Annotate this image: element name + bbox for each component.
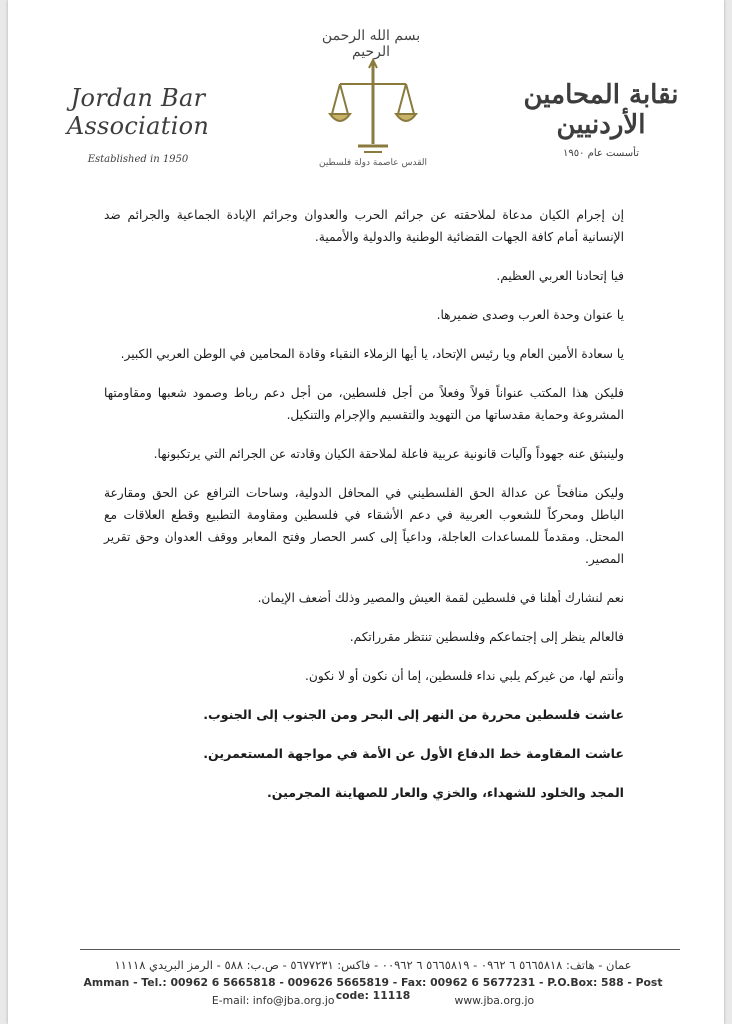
- letter-body: [104, 204, 624, 804]
- body-paragraph: نعم لنشارك أهلنا في فلسطين لقمة العيش والمصير وذلك أضعف الإيمان.: [257, 591, 624, 605]
- scales-of-justice-icon: [328, 58, 418, 158]
- established-english: Established in 1950: [87, 154, 189, 165]
- body-paragraph: عاشت فلسطين محررة من النهر إلى البحر ومن الجنوب إلى الجنوب.: [203, 707, 624, 722]
- body-paragraph: ولينبثق عنه جهوداً وآليات قانونية عربية فاعلة لملاحقة الكيان وقادته عن الجرائم التي يرتكبونها.: [153, 447, 624, 461]
- emblem-motto: القدس عاصمة دولة فلسطين: [318, 158, 428, 168]
- body-paragraph: وليكن منافحاً عن عدالة الحق الفلسطيني في المحافل الدولية، وساحات الترافع عن الحق ومقارعة الباطل ومحركاً للشعوب العربية في دعم الأشقاء في فلسطين ومقاومة التطبيع وقطع العلاقات مع المحتل. ومقدماً للمساعدات العاجلة، وداعياً إلى كسر الحصار وفتح المعابر ووقف العدوان وحق تقرير المصير.: [104, 486, 624, 566]
- established-arabic: تأسست عام ١٩٥٠: [563, 148, 639, 159]
- footer-contact-english: Amman - Tel.: 00962 6 5665818 - 009626 5665819 - Fax: 00962 6 5677231 - P.O.Box: 588 - Post code: 11118: [83, 976, 663, 1002]
- footer-divider: [80, 949, 680, 950]
- org-name-english: Jordan Bar Association: [66, 84, 210, 140]
- footer-contact-arabic: عمان - هاتف: ٥٦٦٥٨١٨ ٦ ٠٩٦٢ - ٥٦٦٥٨١٩ ٦ ٠٠٩٦٢ - فاكس: ٥٦٧٧٢٣١ - ص.ب: ٥٨٨ - الرمز البريدي ١١١١٨: [114, 958, 632, 972]
- body-paragraph: عاشت المقاومة خط الدفاع الأول عن الأمة في مواجهة المستعمرين.: [203, 746, 624, 761]
- body-paragraph: فالعالم ينظر إلى إجتماعكم وفلسطين تنتظر مقرراتكم.: [349, 630, 624, 644]
- org-name-arabic: نقابة المحامين الأردنيين: [523, 80, 679, 140]
- footer-web: [68, 994, 678, 1007]
- letter-page: [8, 0, 724, 1024]
- logo-arabic: [496, 80, 706, 159]
- body-paragraph: فليكن هذا المكتب عنواناً قولاً وفعلاً من أجل فلسطين، من أجل دعم رباط وصمود شعبها ومقاومتها المشروعة وحماية مقدساتها من التهويد والتقسيم والإجرام والتنكيل.: [104, 386, 624, 422]
- basmala-calligraphy: بسم الله الرحمن الرحيم: [321, 28, 421, 60]
- body-paragraph: فيا إتحادنا العربي العظيم.: [496, 269, 624, 283]
- body-paragraph: إن إجرام الكيان مدعاة لملاحقته عن جرائم الحرب والعدوان وجرائم الإبادة الجماعية والجرائم ضد الإنسانية أمام كافة الجهات القضائية الوطنية والدولية والأممية.: [104, 208, 624, 244]
- body-paragraph: وأنتم لها، من غيركم يلبي نداء فلسطين، إما أن نكون أو لا نكون.: [305, 669, 624, 683]
- body-paragraph: المجد والخلود للشهداء، والخزي والعار للصهاينة المجرمين.: [267, 785, 624, 800]
- logo-english: [38, 84, 238, 165]
- footer-email: E-mail: info@jba.org.jo: [211, 994, 335, 1007]
- body-paragraph: يا سعادة الأمين العام ويا رئيس الإتحاد، يا أيها الزملاء النقباء وقادة المحامين في الوطن العربي الكبير.: [120, 347, 624, 361]
- body-paragraph: يا عنوان وحدة العرب وصدى ضميرها.: [436, 308, 624, 322]
- footer-website: www.jba.org.jo: [454, 994, 535, 1007]
